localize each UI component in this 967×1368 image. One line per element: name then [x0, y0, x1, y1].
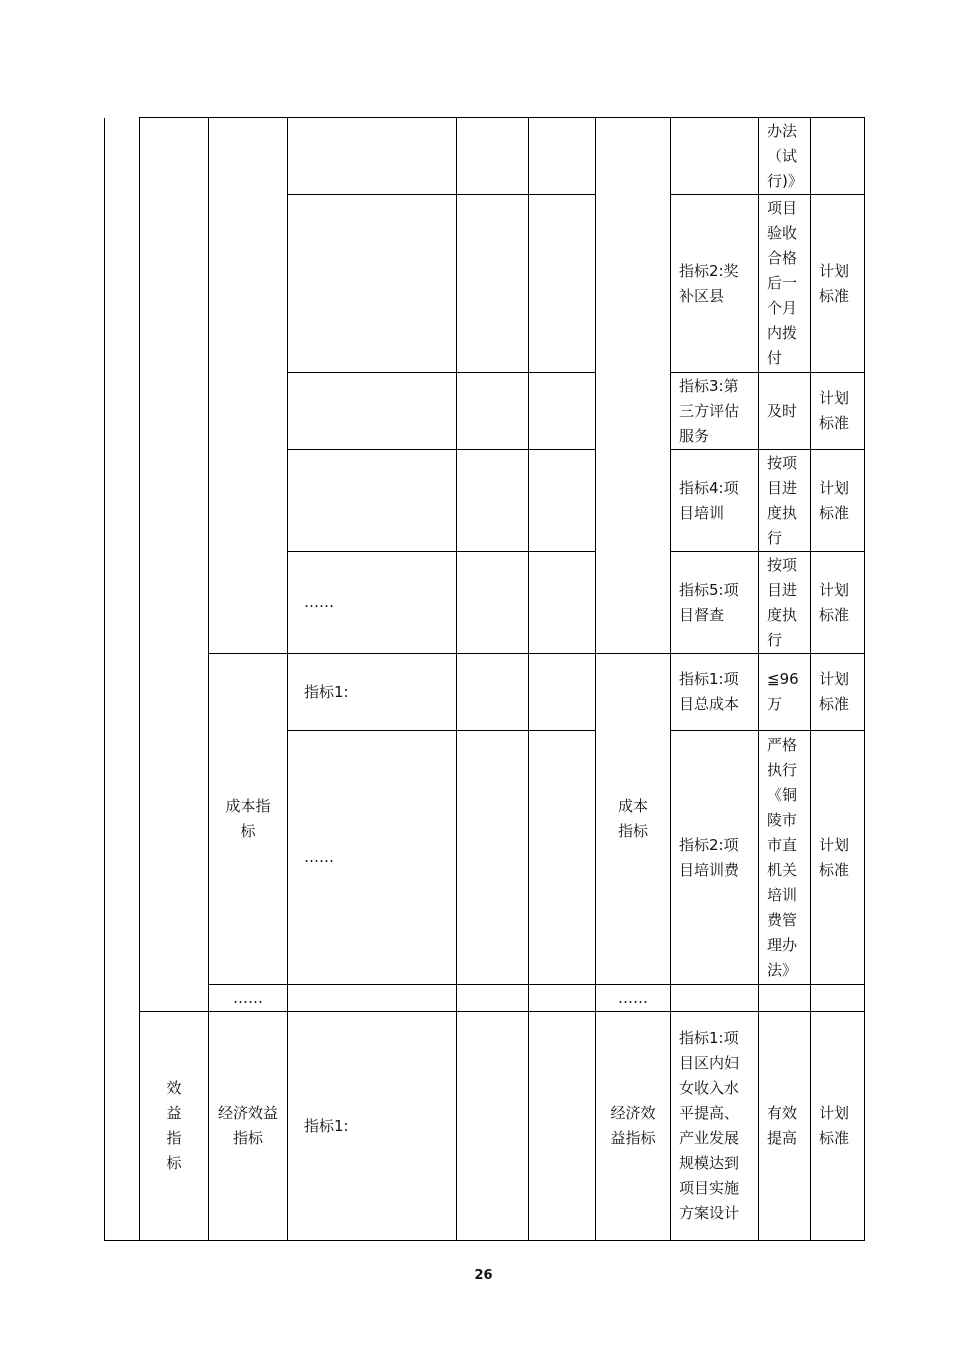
third-level-indicator-cell [288, 118, 457, 195]
indicator-value-cell: 项目验收合格后一个月内拨付 [759, 195, 811, 373]
indicator-standard-cell: 计划标准 [811, 373, 865, 450]
indicator-standard-cell: 计划标准 [811, 1012, 865, 1241]
indicator-name-cell [671, 118, 759, 195]
mid-indicator-cell: 经济效益指标 [596, 1012, 671, 1241]
third-level-indicator-cell [288, 195, 457, 373]
fourth-column-cell [457, 654, 529, 731]
indicator-standard-cell: 计划标准 [811, 195, 865, 373]
indicator-value-cell: 有效提高 [759, 1012, 811, 1241]
third-level-indicator-cell: …… [288, 731, 457, 985]
table-row [105, 985, 865, 1012]
third-level-indicator-cell [288, 450, 457, 552]
third-level-indicator-cell [288, 985, 457, 1012]
fifth-column-cell [529, 195, 596, 373]
indicator-name-cell: 指标4:项目培训 [671, 450, 759, 552]
page-number: 26 [474, 1268, 493, 1283]
second-level-indicator-cell [209, 118, 288, 654]
fourth-column-cell [457, 450, 529, 552]
fifth-column-cell [529, 373, 596, 450]
fifth-column-cell [529, 552, 596, 654]
fifth-column-cell [529, 985, 596, 1012]
indicator-name-cell: 指标5:项目督查 [671, 552, 759, 654]
indicator-name-cell: 指标1:项目总成本 [671, 654, 759, 731]
fourth-column-cell [457, 731, 529, 985]
second-level-indicator-cell: …… [209, 985, 288, 1012]
indicator-value-cell: ≦96万 [759, 654, 811, 731]
fifth-column-cell [529, 731, 596, 985]
indicator-standard-cell [811, 118, 865, 195]
fifth-column-cell [529, 1012, 596, 1241]
indicator-name-cell: 指标3:第三方评估服务 [671, 373, 759, 450]
indicator-name-cell: 指标2:项目培训费 [671, 731, 759, 985]
fifth-column-cell [529, 118, 596, 195]
fourth-column-cell [457, 1012, 529, 1241]
third-level-indicator-cell: …… [288, 552, 457, 654]
indicator-standard-cell: 计划标准 [811, 731, 865, 985]
table-row [105, 118, 865, 195]
indicator-name-cell: 指标1:项目区内妇女收入水平提高、产业发展规模达到项目实施方案设计 [671, 1012, 759, 1241]
first-level-indicator-cell: 效益指标 [140, 1012, 209, 1241]
third-level-indicator-cell: 指标1: [288, 1012, 457, 1241]
table-row [105, 654, 865, 731]
fifth-column-cell [529, 654, 596, 731]
fourth-column-cell [457, 552, 529, 654]
indicator-value-cell: 严格执行《铜陵市市直机关培训费管理办法》 [759, 731, 811, 985]
indicator-standard-cell: 计划标准 [811, 552, 865, 654]
mid-indicator-cell: …… [596, 985, 671, 1012]
indicator-name-cell [671, 985, 759, 1012]
outer-column-cell [105, 118, 140, 1241]
third-level-indicator-cell: 指标1: [288, 654, 457, 731]
performance-indicator-table [104, 117, 865, 1241]
mid-indicator-cell: 成本指标 [596, 654, 671, 985]
indicator-value-cell: 办法（试行)》 [759, 118, 811, 195]
indicator-standard-cell [811, 985, 865, 1012]
fourth-column-cell [457, 118, 529, 195]
fifth-column-cell [529, 450, 596, 552]
indicator-value-cell: 及时 [759, 373, 811, 450]
indicator-standard-cell: 计划标准 [811, 450, 865, 552]
fourth-column-cell [457, 373, 529, 450]
third-level-indicator-cell [288, 373, 457, 450]
second-level-indicator-cell: 成本指标 [209, 654, 288, 985]
indicator-standard-cell: 计划标准 [811, 654, 865, 731]
mid-indicator-cell [596, 118, 671, 654]
indicator-value-cell: 按项目进度执行 [759, 450, 811, 552]
first-level-indicator-cell [140, 118, 209, 1012]
indicator-value-cell [759, 985, 811, 1012]
second-level-indicator-cell: 经济效益指标 [209, 1012, 288, 1241]
fourth-column-cell [457, 985, 529, 1012]
indicator-name-cell: 指标2:奖补区县 [671, 195, 759, 373]
indicator-value-cell: 按项目进度执行 [759, 552, 811, 654]
fourth-column-cell [457, 195, 529, 373]
table-row [105, 1012, 865, 1241]
